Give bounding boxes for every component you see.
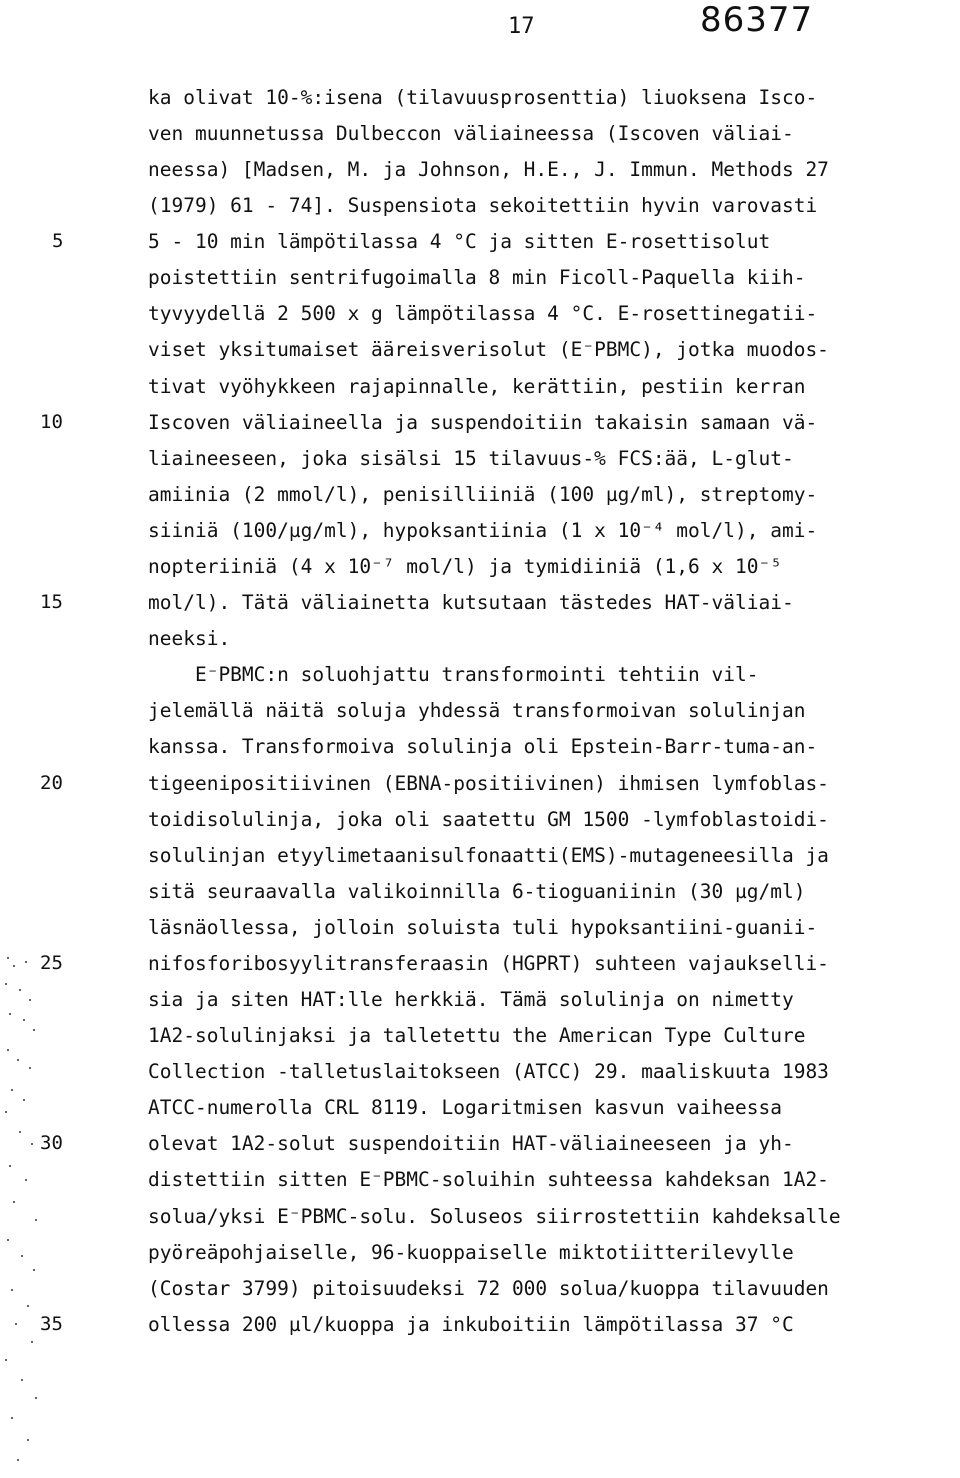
text-line: tigeenipositiivinen (EBNA-positiivinen) ihmisen lymfoblas-	[148, 772, 829, 795]
text-line: läsnäollessa, jolloin soluista tuli hypoksantiini-guanii-	[148, 916, 818, 939]
text-line: ATCC-numerolla CRL 8119. Logaritmisen kasvun vaiheessa	[148, 1096, 782, 1119]
line-number-25: 25	[40, 952, 63, 974]
line-number-15: 15	[40, 591, 63, 613]
text-line: ollessa 200 µl/kuoppa ja inkuboitiin lämpötilassa 37 °C	[148, 1313, 794, 1336]
text-line: liaineeseen, joka sisälsi 15 tilavuus-% FCS:ää, L-glut-	[148, 447, 794, 470]
text-line: siiniä (100/µg/ml), hypoksantiinia (1 x 10⁻⁴ mol/l), ami-	[148, 519, 818, 542]
text-line: neeksi.	[148, 627, 231, 650]
text-line: mol/l). Tätä väliainetta kutsutaan tästedes HAT-väliai-	[148, 591, 794, 614]
text-line: E⁻PBMC:n soluohjattu transformointi tehtiin vil-	[148, 663, 759, 686]
text-line: ka olivat 10-%:isena (tilavuusprosenttia) liuoksena Isco-	[148, 86, 818, 109]
text-line: tyvyydellä 2 500 x g lämpötilassa 4 °C. E-rosettinegatii-	[148, 302, 818, 325]
text-line: poistettiin sentrifugoimalla 8 min Ficoll-Paquella kiih-	[148, 266, 806, 289]
line-number-35: 35	[40, 1313, 63, 1335]
line-number-5: 5	[52, 230, 64, 252]
text-line: toidisolulinja, joka oli saatettu GM 1500 -lymfoblastoidi-	[148, 808, 829, 831]
scan-speckle-marks	[0, 940, 60, 1470]
text-line: solua/yksi E⁻PBMC-solu. Soluseos siirrostettiin kahdeksalle	[148, 1205, 841, 1228]
text-line: kanssa. Transformoiva solulinja oli Epstein-Barr-tuma-an-	[148, 735, 818, 758]
text-line: nifosforibosyylitransferaasin (HGPRT) suhteen vajaukselli-	[148, 952, 829, 975]
line-number-10: 10	[40, 411, 63, 433]
text-line: sia ja siten HAT:lle herkkiä. Tämä solulinja on nimetty	[148, 988, 794, 1011]
text-line: nopteriiniä (4 x 10⁻⁷ mol/l) ja tymidiiniä (1,6 x 10⁻⁵	[148, 555, 782, 578]
text-line: ven muunnetussa Dulbeccon väliaineessa (Iscoven väliai-	[148, 122, 794, 145]
text-line: (1979) 61 - 74]. Suspensiota sekoitettiin hyvin varovasti	[148, 194, 818, 217]
text-line: tivat vyöhykkeen rajapinnalle, kerättiin, pestiin kerran	[148, 375, 806, 398]
text-line: jelemällä näitä soluja yhdessä transformoivan solulinjan	[148, 699, 806, 722]
text-line: distettiin sitten E⁻PBMC-soluihin suhteessa kahdeksan 1A2-	[148, 1168, 829, 1191]
text-line: pyöreäpohjaiselle, 96-kuoppaiselle miktotiitterilevylle	[148, 1241, 794, 1264]
text-line: amiinia (2 mmol/l), penisilliiniä (100 µg/ml), streptomy-	[148, 483, 818, 506]
page-number: 17	[508, 14, 535, 39]
line-number-30: 30	[40, 1132, 63, 1154]
document-number: 86377	[700, 0, 814, 40]
text-line: viset yksitumaiset ääreisverisolut (E⁻PBMC), jotka muodos-	[148, 338, 829, 361]
text-line: 5 - 10 min lämpötilassa 4 °C ja sitten E-rosettisolut	[148, 230, 771, 253]
text-line: (Costar 3799) pitoisuudeksi 72 000 solua/kuoppa tilavuuden	[148, 1277, 829, 1300]
text-line: Collection -talletuslaitokseen (ATCC) 29. maaliskuuta 1983	[148, 1060, 829, 1083]
text-line: sitä seuraavalla valikoinnilla 6-tioguaniinin (30 µg/ml)	[148, 880, 806, 903]
text-line: 1A2-solulinjaksi ja talletettu the American Type Culture	[148, 1024, 806, 1047]
text-line: solulinjan etyylimetaanisulfonaatti(EMS)-mutageneesilla ja	[148, 844, 829, 867]
text-line: olevat 1A2-solut suspendoitiin HAT-väliaineeseen ja yh-	[148, 1132, 794, 1155]
text-line: neessa) [Madsen, M. ja Johnson, H.E., J. Immun. Methods 27	[148, 158, 829, 181]
text-line: Iscoven väliaineella ja suspendoitiin takaisin samaan vä-	[148, 411, 818, 434]
line-number-20: 20	[40, 772, 63, 794]
